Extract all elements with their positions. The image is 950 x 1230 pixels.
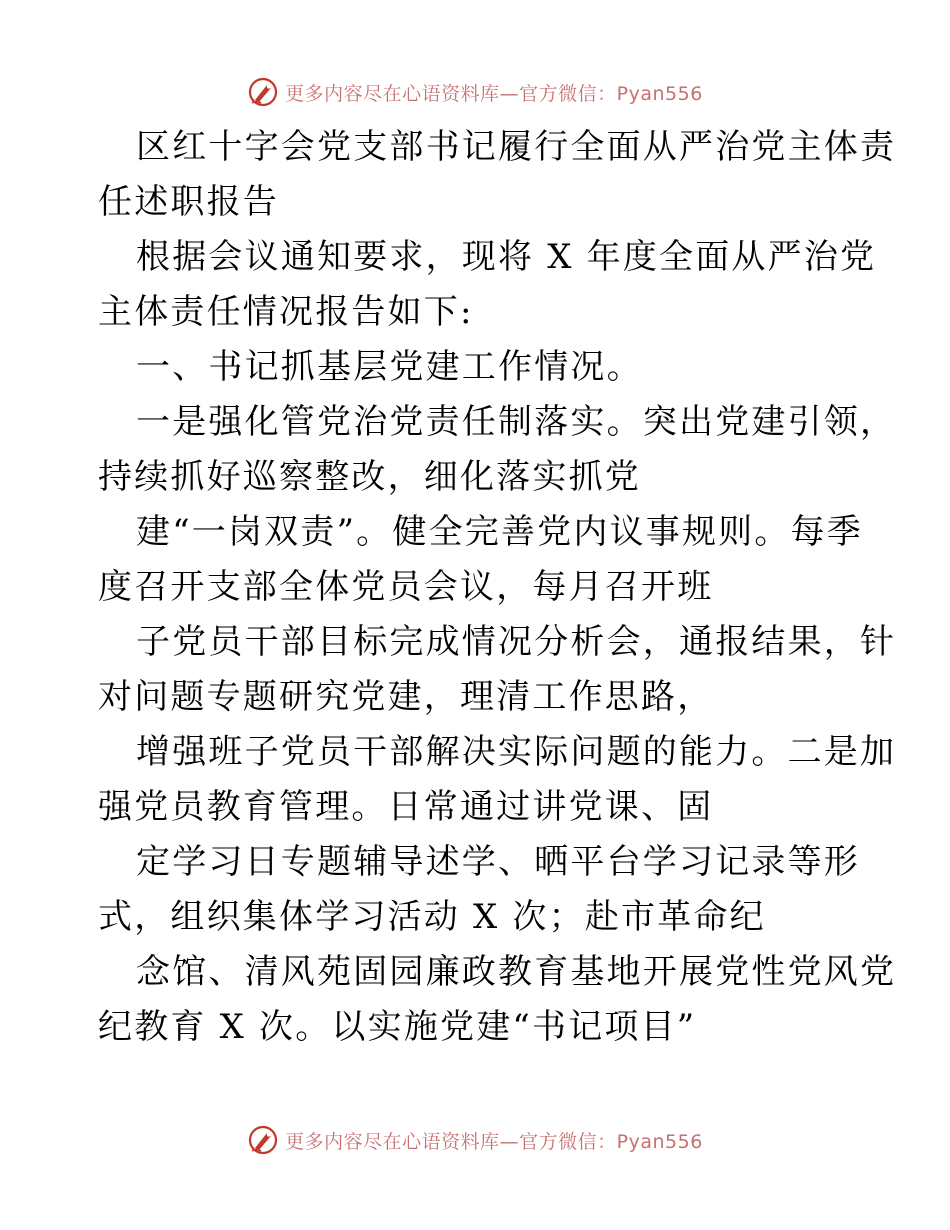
footer-watermark [0, 1120, 950, 1160]
watermark-text: 更多内容尽在心语资料库—官方微信：Pyan556 [285, 1130, 703, 1153]
body-line: 对问题专题研究党建，理清工作思路， [98, 677, 714, 717]
body-line: 主体责任情况报告如下: [98, 292, 474, 332]
title-line-2: 任述职报告 [98, 182, 279, 222]
body-line: 子党员干部目标完成情况分析会，通报结果，针 [136, 622, 897, 662]
pen-logo-icon [247, 1124, 279, 1156]
section-heading: 一、书记抓基层党建工作情况。 [136, 347, 643, 387]
body-line: 建“一岗双责”。健全完善党内议事规则。每季 [136, 512, 863, 552]
document-body [98, 120, 897, 1055]
title-line-1: 区红十字会党支部书记履行全面从严治党主体责 [136, 127, 897, 167]
watermark-text: 更多内容尽在心语资料库—官方微信：Pyan556 [285, 82, 703, 105]
body-line: 纪教育 X 次。以实施党建“书记项目” [98, 1007, 697, 1047]
body-line: 度召开支部全体党员会议，每月召开班 [98, 567, 714, 607]
body-line: 强党员教育管理。日常通过讲党课、固 [98, 787, 714, 827]
pen-logo-icon [247, 76, 279, 108]
body-line: 增强班子党员干部解决实际问题的能力。二是加 [136, 732, 897, 772]
header-watermark [0, 72, 950, 112]
body-line: 定学习日专题辅导述学、晒平台学习记录等形 [136, 842, 860, 882]
body-line: 一是强化管党治党责任制落实。突出党建引领， [136, 402, 897, 442]
body-line: 式，组织集体学习活动 X 次；赴市革命纪 [98, 897, 766, 937]
body-line: 念馆、清风苑固园廉政教育基地开展党性党风党 [136, 952, 897, 992]
body-line: 根据会议通知要求，现将 X 年度全面从严治党 [136, 237, 877, 277]
body-line: 持续抓好巡察整改，细化落实抓党 [98, 457, 641, 497]
